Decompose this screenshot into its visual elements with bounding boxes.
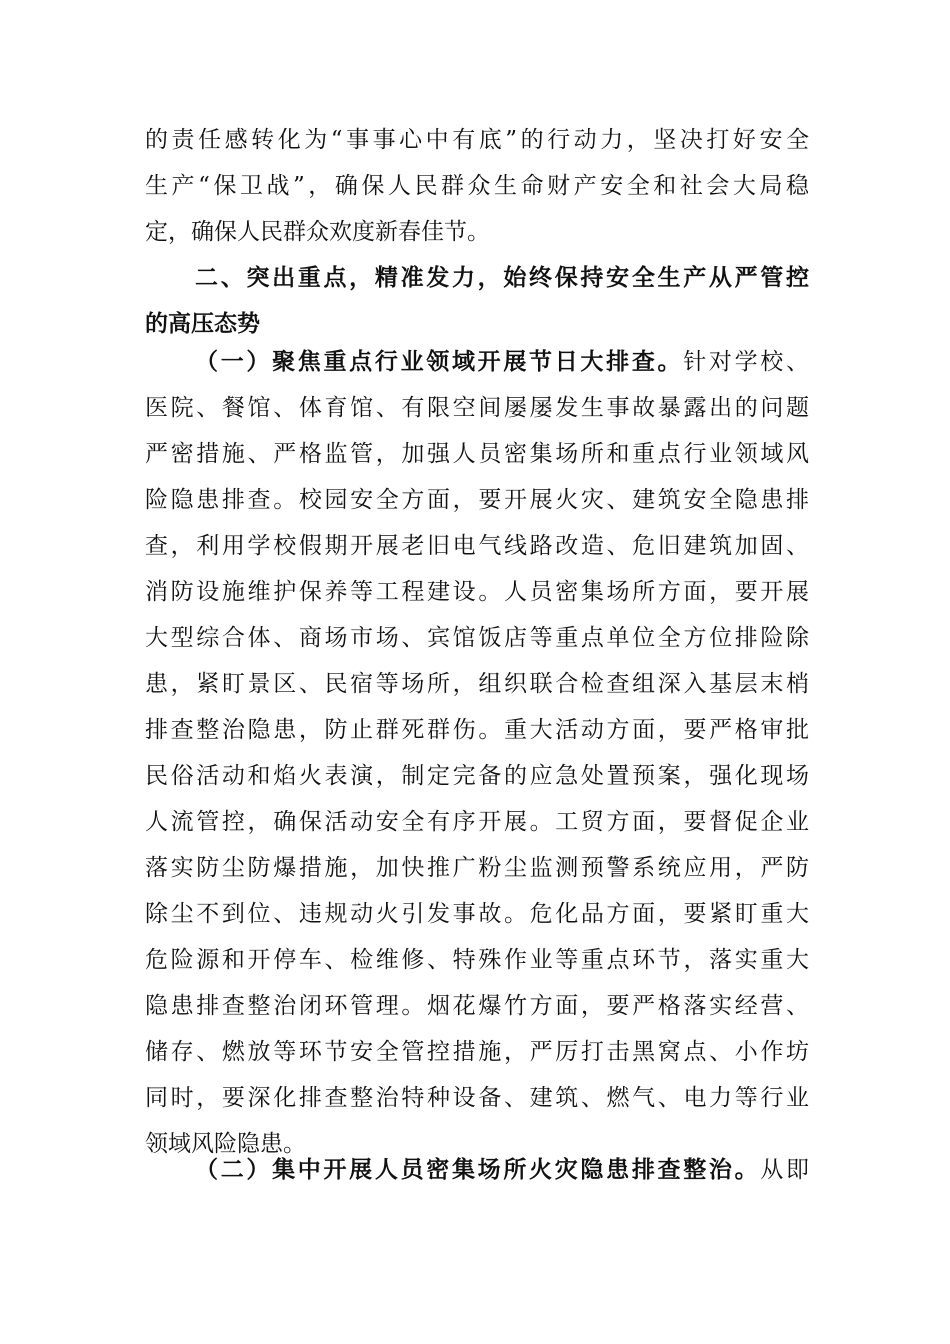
paragraph-line: 医院、餐馆、体育馆、有限空间屡屡发生事故暴露出的问题: [145, 395, 809, 421]
paragraph-line: 领域风险隐患。: [145, 1131, 306, 1157]
subsection-first-line: [195, 342, 809, 382]
paragraph-line: 大型综合体、商场市场、宾馆饭店等重点单位全方位排险除: [145, 625, 809, 651]
paragraph-line: 隐患排查整治闭环管理。烟花爆竹方面，要严格落实经营、: [145, 993, 809, 1019]
paragraph-line: 人流管控，确保活动安全有序开展。工贸方面，要督促企业: [145, 809, 809, 835]
paragraph-line: 民俗活动和焰火表演，制定完备的应急处置预案，强化现场: [145, 763, 809, 789]
paragraph-line: 储存、燃放等环节安全管控措施，严厉打击黑窝点、小作坊: [145, 1039, 809, 1065]
paragraph-line: 同时，要深化排查整治特种设备、建筑、燃气、电力等行业: [145, 1085, 809, 1111]
subsection-first-line: [195, 1150, 809, 1190]
paragraph-line: 除尘不到位、违规动火引发事故。危化品方面，要紧盯重大: [145, 901, 809, 927]
section-heading: 二、突出重点，精准发力，始终保持安全生产从严管控: [195, 265, 809, 291]
paragraph-line: 定，确保人民群众欢度新春佳节。: [145, 219, 490, 245]
subsection-heading: （一）聚焦重点行业领域开展节日大排查。: [195, 349, 684, 375]
paragraph-line: 严密措施、严格监管，加强人员密集场所和重点行业领域风: [145, 441, 809, 467]
paragraph-line: 危险源和开停车、检维修、特殊作业等重点环节，落实重大: [145, 947, 809, 973]
paragraph-line: 险隐患排查。校园安全方面，要开展火灾、建筑安全隐患排: [145, 487, 809, 513]
paragraph-line: 消防设施维护保养等工程建设。人员密集场所方面，要开展: [145, 579, 809, 605]
section-heading: 的高压态势: [145, 311, 260, 337]
paragraph-line: 查，利用学校假期开展老旧电气线路改造、危旧建筑加固、: [145, 533, 809, 559]
paragraph-line: 的责任感转化为“事事心中有底”的行动力，坚决打好安全: [145, 127, 809, 153]
subsection-text: 从即: [760, 1157, 810, 1183]
paragraph-line: 排查整治隐患，防止群死群伤。重大活动方面，要严格审批: [145, 717, 809, 743]
paragraph-line: 生产“保卫战”，确保人民群众生命财产安全和社会大局稳: [145, 173, 809, 199]
paragraph-line: 患，紧盯景区、民宿等场所，组织联合检查组深入基层末梢: [145, 671, 809, 697]
subsection-text: 针对学校、: [683, 349, 810, 375]
subsection-heading: （二）集中开展人员密集场所火灾隐患排查整治。: [195, 1157, 761, 1183]
paragraph-line: 落实防尘防爆措施，加快推广粉尘监测预警系统应用，严防: [145, 855, 809, 881]
